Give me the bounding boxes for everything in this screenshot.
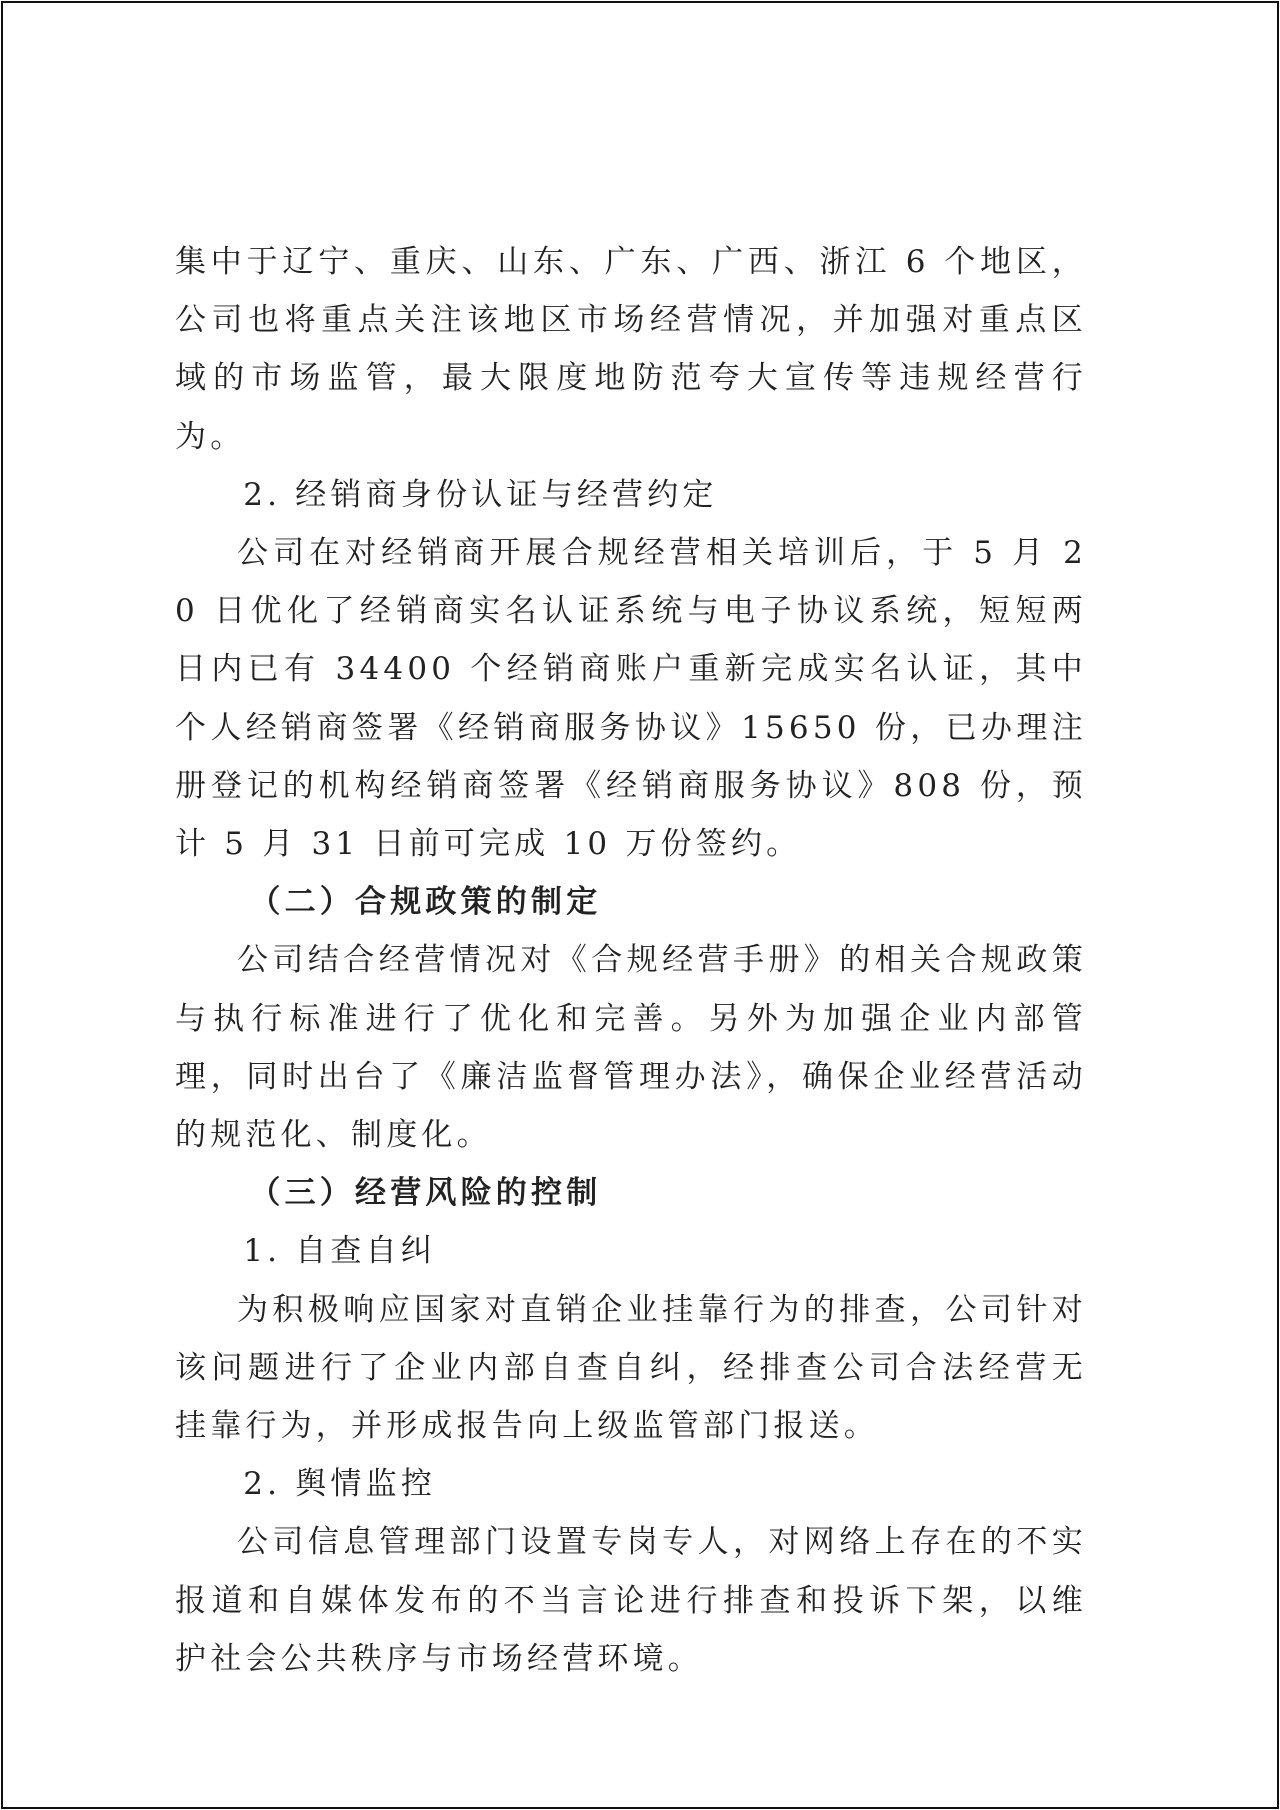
document-page	[1, 1, 1279, 1809]
paragraph-compliance-policy: 公司结合经营情况对《合规经营手册》的相关合规政策与执行标准进行了优化和完善。另外为加强企业内部管理，同时出台了《廉洁监督管理办法》，确保企业经营活动的规范化、制度化。	[175, 942, 1087, 1154]
subheading-self-inspection: 1. 自查自纠	[243, 1233, 437, 1270]
paragraph-public-opinion: 公司信息管理部门设置专岗专人，对网络上存在的不实报道和自媒体发布的不当言论进行排查和投诉下架，以维护社会公共秩序与市场经营环境。	[175, 1524, 1087, 1677]
subheading-dealer-identity: 2. 经销商身份认证与经营约定	[243, 476, 718, 513]
subheading-public-opinion: 2. 舆情监控	[243, 1466, 437, 1503]
section-heading-compliance-policy: （二）合规政策的制定	[249, 884, 602, 921]
document-body	[175, 233, 1087, 1688]
paragraph-continuation: 集中于辽宁、重庆、山东、广东、广西、浙江 6 个地区，公司也将重点关注该地区市场经营情况，并加强对重点区域的市场监管，最大限度地防范夸大宣传等违规经营行为。	[175, 244, 1087, 455]
section-heading-risk-control: （三）经营风险的控制	[249, 1175, 602, 1212]
paragraph-self-inspection: 为积极响应国家对直销企业挂靠行为的排查，公司针对该问题进行了企业内部自查自纠，经排查公司合法经营无挂靠行为，并形成报告向上级监管部门报送。	[175, 1291, 1087, 1445]
paragraph-dealer-identity: 公司在对经销商开展合规经营相关培训后，于 5 月 20 日优化了经销商实名认证系统与电子协议系统，短短两日内已有 34400 个经销商账户重新完成实名认证，其中个人经销商签署《经销商服务协议》15650 份，已办理注册登记的机构经销商签署《经销商服务协议》808 份，预计 5 月 31 日前可完成 10 万份签约。	[175, 535, 1087, 863]
